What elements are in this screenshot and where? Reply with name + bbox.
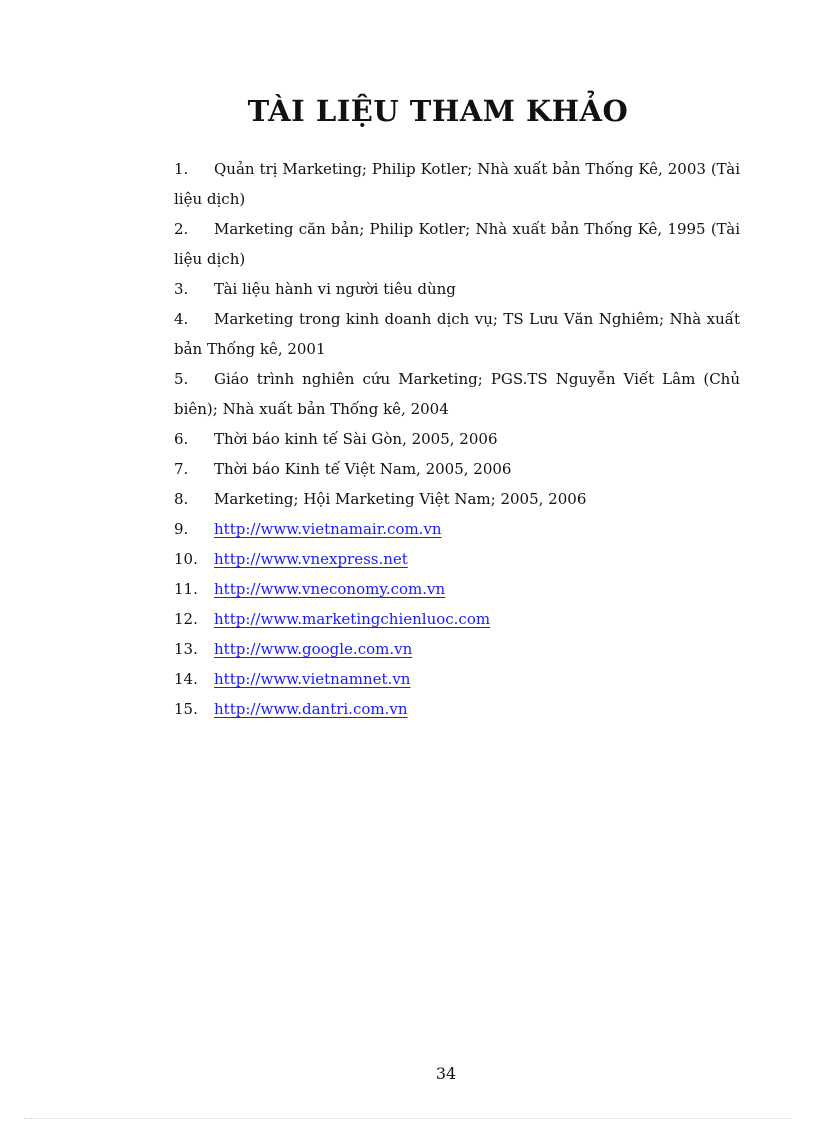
reference-item (174, 304, 740, 364)
reference-link[interactable]: http://www.vnexpress.net (214, 550, 408, 568)
reference-number: 4. (174, 310, 189, 328)
reference-item (174, 424, 740, 454)
reference-text: Tài liệu hành vi người tiêu dùng (214, 280, 456, 298)
reference-link[interactable]: http://www.vietnamnet.vn (214, 670, 411, 688)
reference-item (174, 214, 740, 274)
reference-link[interactable]: http://www.vneconomy.com.vn (214, 580, 446, 598)
reference-item (174, 364, 740, 424)
reference-text: Marketing; Hội Marketing Việt Nam; 2005, 2006 (214, 490, 587, 508)
reference-item (174, 274, 740, 304)
reference-number: 15. (174, 700, 198, 718)
reference-text: Marketing trong kinh doanh dịch vụ; TS Lưu Văn Nghiêm; Nhà xuất bản Thống kê, 2001 (174, 310, 740, 358)
reference-item (174, 574, 740, 604)
reference-item (174, 484, 740, 514)
reference-text: Quản trị Marketing; Philip Kotler; Nhà xuất bản Thống Kê, 2003 (Tài liệu dịch) (174, 160, 740, 208)
reference-item (174, 454, 740, 484)
reference-link[interactable]: http://www.dantri.com.vn (214, 700, 408, 718)
reference-item (174, 634, 740, 664)
reference-number: 7. (174, 460, 189, 478)
reference-list (174, 154, 740, 724)
reference-link[interactable]: http://www.vietnamair.com.vn (214, 520, 442, 538)
reference-text: Thời báo Kinh tế Việt Nam, 2005, 2006 (214, 460, 512, 478)
reference-number: 2. (174, 220, 189, 238)
reference-item (174, 154, 740, 214)
reference-number: 11. (174, 580, 198, 598)
reference-number: 8. (174, 490, 189, 508)
reference-number: 10. (174, 550, 198, 568)
reference-number: 1. (174, 160, 189, 178)
reference-text: Giáo trình nghiên cứu Marketing; PGS.TS Nguyễn Viết Lâm (Chủ biên); Nhà xuất bản Thống kê, 2004 (174, 370, 740, 418)
reference-item (174, 664, 740, 694)
reference-item (174, 514, 740, 544)
reference-number: 13. (174, 640, 198, 658)
page-title: TÀI LIỆU THAM KHẢO (247, 94, 629, 128)
reference-number: 12. (174, 610, 198, 628)
page-number: 34 (435, 1064, 457, 1083)
reference-item (174, 544, 740, 574)
reference-number: 3. (174, 280, 189, 298)
reference-number: 9. (174, 520, 189, 538)
reference-link[interactable]: http://www.google.com.vn (214, 640, 413, 658)
reference-text: Thời báo kinh tế Sài Gòn, 2005, 2006 (214, 430, 498, 448)
reference-item (174, 694, 740, 724)
reference-number: 5. (174, 370, 189, 388)
reference-number: 14. (174, 670, 198, 688)
reference-number: 6. (174, 430, 189, 448)
reference-text: Marketing căn bản; Philip Kotler; Nhà xuất bản Thống Kê, 1995 (Tài liệu dịch) (174, 220, 740, 268)
page-bottom-border (24, 1118, 792, 1119)
reference-item (174, 604, 740, 634)
reference-link[interactable]: http://www.marketingchienluoc.com (214, 610, 491, 628)
